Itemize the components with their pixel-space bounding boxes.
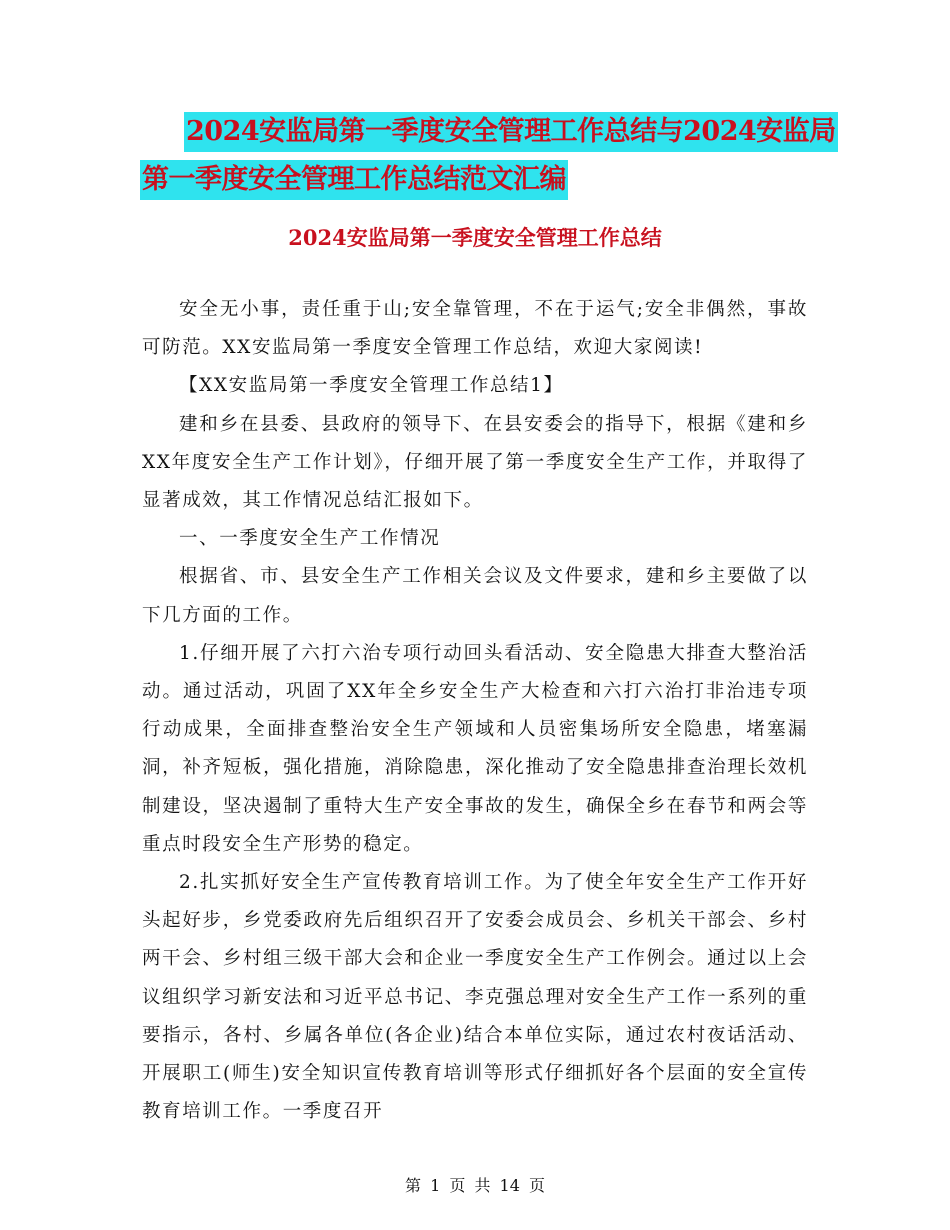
paragraph-item-2: 2.扎实抓好安全生产宣传教育培训工作。为了使全年安全生产工作开好头起好步，乡党委政府先后组织召开了安委会成员会、乡机关干部会、乡村两干会、乡村组三级干部大会和企业一季度安全生产工作例会。通过以上会议组织学习新安法和习近平总书记、李克强总理对安全生产工作一系列的重要指示，各村、乡属各单位(各企业)结合本单位实际，通过农村夜话活动、开展职工(师生)安全知识宣传教育培训等形式仔细抓好各个层面的安全宣传教育培训工作。一季度召开 <box>142 872 808 1123</box>
title-line-2: 第一季度安全管理工作总结范文汇编 <box>140 160 568 200</box>
document-title <box>140 112 836 200</box>
paragraph-heading-1: 一、一季度安全生产工作情况 <box>179 528 441 550</box>
paragraph-overview: 建和乡在县委、县政府的领导下、在县安委会的指导下，根据《建和乡XX年度安全生产工作计划》，仔细开展了第一季度安全生产工作，并取得了显著成效，其工作情况总结汇报如下。 <box>142 413 808 512</box>
paragraph-section-label: 【XX安监局第一季度安全管理工作总结1】 <box>179 375 564 397</box>
page-footer: 第 1 页 共 14 页 <box>405 1176 545 1195</box>
section-heading: 2024安监局第一季度安全管理工作总结 <box>288 225 662 250</box>
body-text <box>142 291 808 1131</box>
paragraph-item-1: 1.仔细开展了六打六治专项行动回头看活动、安全隐患大排查大整治活动。通过活动，巩固了XX年全乡安全生产大检查和六打六治打非治违专项行动成果，全面排查整治安全生产领域和人员密集场所安全隐患，堵塞漏洞，补齐短板，强化措施，消除隐患，深化推动了安全隐患排查治理长效机制建设，坚决遏制了重特大生产安全事故的发生，确保全乡在春节和两会等重点时段安全生产形势的稳定。 <box>142 642 808 855</box>
title-line-1: 2024安监局第一季度安全管理工作总结与2024安监局 <box>184 112 838 152</box>
paragraph-intro: 安全无小事，责任重于山;安全靠管理，不在于运气;安全非偶然，事故可防范。XX安监局第一季度安全管理工作总结，欢迎大家阅读! <box>142 299 808 359</box>
paragraph-requirements: 根据省、市、县安全生产工作相关会议及文件要求，建和乡主要做了以下几方面的工作。 <box>142 566 808 626</box>
